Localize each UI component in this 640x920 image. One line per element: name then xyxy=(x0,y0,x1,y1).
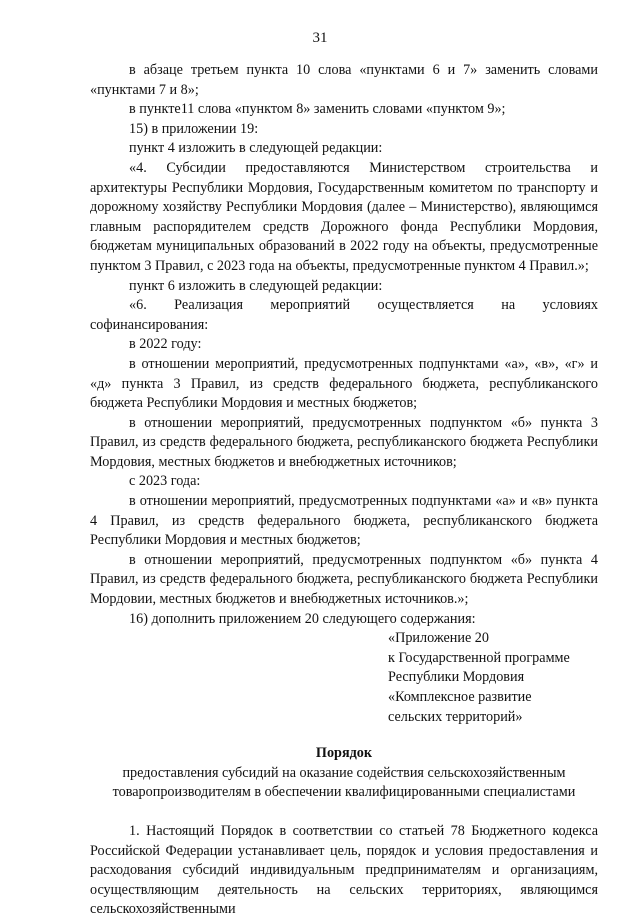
paragraph: в отношении мероприятий, предусмотренных подпунктом «б» пункта 4 Правил, из средств федерального бюджета, республиканского бюджета Республики Мордовии, местных бюджетов и внебюджетных источников.»; xyxy=(90,551,598,608)
paragraph: пункт 4 изложить в следующей редакции: xyxy=(129,140,383,157)
document-subtitle: предоставления субсидий на оказание содействия сельскохозяйственным товаропроизводителям в обеспечении квалифицированными специалистами xyxy=(112,764,576,801)
appendix-line: сельских территорий» xyxy=(388,708,523,725)
document-title: Порядок xyxy=(315,745,373,762)
paragraph: в абзаце третьем пункта 10 слова «пунктами 6 и 7» заменить словами «пунктами 7 и 8»; xyxy=(90,62,598,98)
page-number: 31 xyxy=(312,30,328,46)
paragraph: в отношении мероприятий, предусмотренных подпунктами «а» и «в» пункта 4 Правил, из средств федерального бюджета, республиканского бюджета Республики Мордовия и местных бюджетов; xyxy=(90,493,598,549)
appendix-heading xyxy=(90,629,598,727)
paragraph: с 2023 года: xyxy=(129,473,201,490)
document-body xyxy=(90,61,598,920)
appendix-line: «Комплексное развитие xyxy=(388,689,532,705)
paragraph: 16) дополнить приложением 20 следующего содержания: xyxy=(129,610,476,627)
paragraph: «6. Реализация мероприятий осуществляется на условиях софинансирования: xyxy=(90,297,598,333)
paragraph: пункт 6 изложить в следующей редакции: xyxy=(129,277,383,294)
paragraph: 15) в приложении 19: xyxy=(129,120,259,137)
paragraph: 1. Настоящий Порядок в соответствии со статьей 78 Бюджетного кодекса Российской Федерации устанавливает цель, порядок и условия предоставления и расходования субсидий индивидуальным предпринимателям и организациям, осуществляющим деятельность на сельских территориях, являющимся сельскохозяйственными xyxy=(90,822,598,918)
paragraph: в пункте11 слова «пунктом 8» заменить словами «пунктом 9»; xyxy=(129,101,506,118)
paragraph: в отношении мероприятий, предусмотренных подпунктом «б» пункта 3 Правил, из средств федерального бюджета, республиканского бюджета Республики Мордовия, местных бюджетов и внебюджетных источников; xyxy=(90,414,598,470)
paragraph: «4. Субсидии предоставляются Министерством строительства и архитектуры Республики Мордовия, Государственным комитетом по транспорту и дорожному хозяйству Республики Мордовия (далее – Министерство), являющимся главным распорядителем средств Дорожного фонда Республики Мордовия, бюджетам муниципальных образований в 2022 году на объекты, предусмотренные пунктом 3 Правил, с 2023 года на объекты, предусмотренные пунктом 4 Правил.»; xyxy=(90,159,598,274)
appendix-line: «Приложение 20 xyxy=(388,630,489,647)
paragraph: в отношении мероприятий, предусмотренных подпунктами «а», «в», «г» и «д» пункта 3 Правил, из средств федерального бюджета, республиканского бюджета Республики Мордовия и местных бюджетов; xyxy=(90,355,598,412)
appendix-line: Республики Мордовия xyxy=(388,669,525,686)
appendix-line: к Государственной программе xyxy=(388,649,570,666)
paragraph: в 2022 году: xyxy=(129,336,202,353)
